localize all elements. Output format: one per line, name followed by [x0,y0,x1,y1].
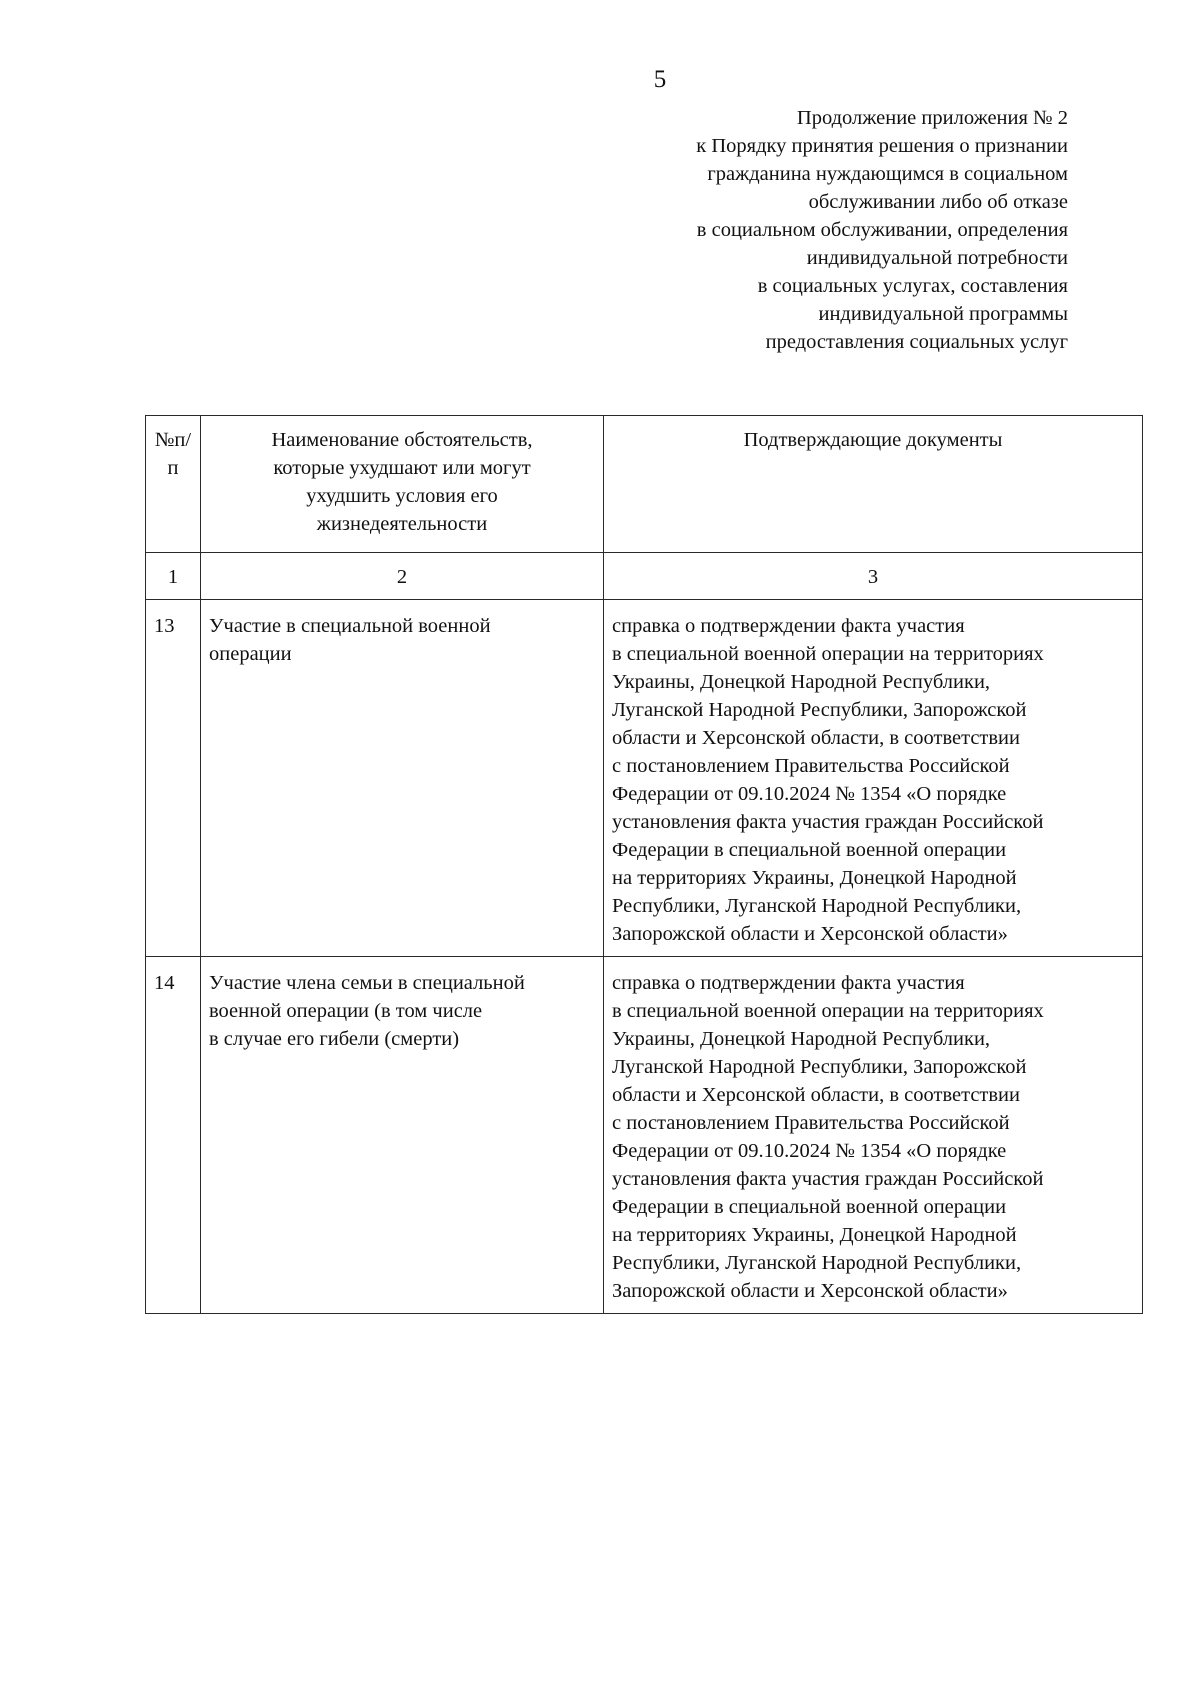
document-line: справка о подтверждении факта участия [612,615,965,637]
document-line: установления факта участия граждан Российской [612,811,1044,833]
document-line: в специальной военной операции на территориях [612,1000,1044,1022]
header-number-line: №п/ [154,429,192,451]
appendix-header-line: в социальных услугах, составления [757,275,1068,297]
document-line: Луганской Народной Республики, Запорожской [612,1056,1027,1078]
document-line: области и Херсонской области, в соответствии [612,727,1020,749]
document-line: в специальной военной операции на территориях [612,643,1044,665]
table-row [146,600,1143,957]
header-name-line: Наименование обстоятельств, [271,429,533,451]
row-number: 14 [146,957,201,1314]
document-line: Запорожской области и Херсонской области» [612,1280,1008,1302]
appendix-header-line: обслуживании либо об отказе [808,191,1068,213]
circumstance-name [201,957,604,1314]
document-line: Украины, Донецкой Народной Республики, [612,1028,991,1050]
circumstance-line: в случае его гибели (смерти) [209,1028,460,1050]
column-index: 1 [146,553,201,600]
document-line: справка о подтверждении факта участия [612,972,965,994]
document-line: с постановлением Правительства Российской [612,1112,1010,1134]
circumstance-name [201,600,604,957]
document-line: области и Херсонской области, в соответствии [612,1084,1020,1106]
table-row [146,957,1143,1314]
table-header-row [146,416,1143,553]
header-name-line: жизнедеятельности [316,513,488,535]
appendix-header-line: индивидуальной программы [818,303,1068,325]
header-name-line: которые ухудшают или могут [273,457,531,479]
row-number: 13 [146,600,201,957]
column-index: 2 [201,553,604,600]
circumstances-table [145,415,1143,1314]
column-index: 3 [604,553,1143,600]
supporting-documents [604,957,1143,1314]
appendix-header [508,104,1068,356]
header-name-line: ухудшить условия его [306,485,498,507]
header-supporting-documents: Подтверждающие документы [604,416,1143,553]
document-line: Республики, Луганской Народной Республики, [612,895,1022,917]
appendix-header-line: к Порядку принятия решения о признании [696,135,1068,157]
header-circumstance-name [201,416,604,553]
document-line: Федерации от 09.10.2024 № 1354 «О порядке [612,1140,1007,1162]
appendix-header-line: гражданина нуждающимся в социальном [707,163,1068,185]
circumstance-line: военной операции (в том числе [209,1000,483,1022]
appendix-header-line: в социальном обслуживании, определения [696,219,1068,241]
document-line: установления факта участия граждан Российской [612,1168,1044,1190]
appendix-header-line: Продолжение приложения № 2 [796,107,1068,129]
document-line: Республики, Луганской Народной Республики, [612,1252,1022,1274]
appendix-header-line: индивидуальной потребности [806,247,1068,269]
header-number [146,416,201,553]
document-line: Украины, Донецкой Народной Республики, [612,671,991,693]
document-line: Федерации в специальной военной операции [612,839,1007,861]
supporting-documents [604,600,1143,957]
document-line: Луганской Народной Республики, Запорожской [612,699,1027,721]
document-line: на территориях Украины, Донецкой Народной [612,1224,1017,1246]
document-line: Федерации в специальной военной операции [612,1196,1007,1218]
circumstance-line: Участие в специальной военной [209,615,491,637]
header-number-line: п [167,457,179,479]
circumstance-line: Участие члена семьи в специальной [209,972,525,994]
circumstance-line: операции [209,643,292,665]
document-line: на территориях Украины, Донецкой Народной [612,867,1017,889]
column-index-row [146,553,1143,600]
document-line: Запорожской области и Херсонской области» [612,923,1008,945]
document-line: Федерации от 09.10.2024 № 1354 «О порядке [612,783,1007,805]
document-line: с постановлением Правительства Российской [612,755,1010,777]
appendix-header-line: предоставления социальных услуг [765,331,1068,353]
page-number: 5 [653,66,667,93]
